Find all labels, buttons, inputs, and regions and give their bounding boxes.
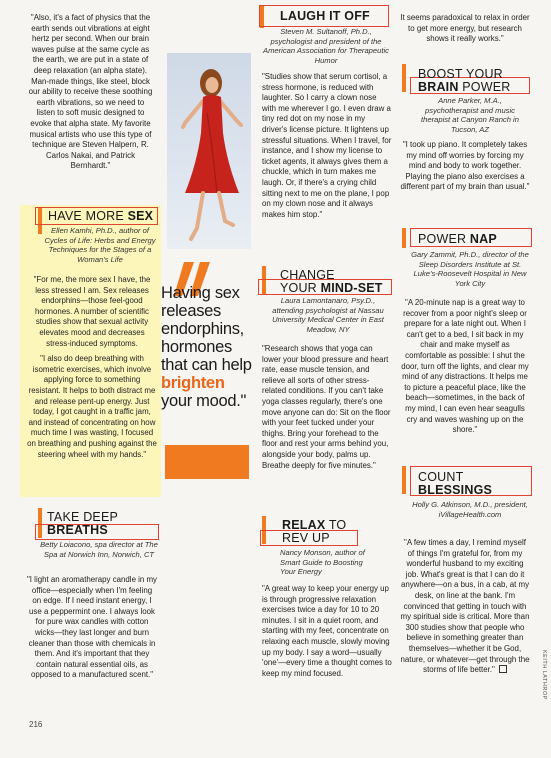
page-number: 216 bbox=[29, 720, 43, 729]
pull-quote: Having sex releases endorphins, hormones that can help brighten your mood." bbox=[161, 284, 252, 410]
section-laugh-it-off bbox=[260, 6, 390, 76]
section-power-nap bbox=[402, 228, 532, 298]
intro-paragraph: "Also, it's a fact of physics that the earth sends out vibrations at eight hertz per second. When our brain waves pulse at the same cycle as the earth, we are put in a state of deep relaxation (an alpha state). Man-made things, like steel, block our ability to receive these soothing earth vibrations, so we need to listen to soft music designed to evoke that alpha state. My favorite musical artists who use this type of technique are Steven Halpern, R. Carlos Nakai, and Patrick Bernhardt." bbox=[28, 13, 153, 171]
orange-block bbox=[165, 445, 249, 479]
section-change-mind-set bbox=[262, 266, 392, 336]
section-body: "For me, the more sex I have, the less stressed I am. Sex releases endorphins—those feel-good hormones. A number of scientific studies show that sexual activity elevates mood and decreases stress-induced symptoms. "I also do deep breathing with isometric exercises, which involve applying force to something resistant. It helps to both distract me and release pent-up energy. Just today, I got caught in a traffic jam, and instead of concentrating on how much time I was wasting, I focused on breathing and pushing against the steering wheel with my hands." bbox=[27, 275, 157, 459]
section-body: "Studies show that serum cortisol, a stress hormone, is reduced with laughter. So I carry a clown nose with me wherever I go. I even draw a tiny red dot on my nose in my driver's license picture. It lightens up stressful situations. When I travel, for instance, and I show my license to ticket agents, it always gives them a chuckle, which in turn makes me laugh. Or, if there's a crying child sitting next to me on the plane, I pop on my clown nose and it always makes him stop." bbox=[262, 72, 392, 219]
section-byline: Holly G. Atkinson, M.D., president, iVillageHealth.com bbox=[412, 500, 528, 519]
section-byline: Gary Zammit, Ph.D., director of the Sleep Disorders Institute at St. Luke's-Roosevelt Hospital in New York City bbox=[411, 250, 529, 288]
section-heading: HAVE MORE SEX bbox=[48, 209, 154, 223]
section-byline: Ellen Kamhi, Ph.D., author of Cycles of Life: Herbs and Energy Techniques for the Stages of a Woman's Life bbox=[44, 226, 156, 264]
section-take-deep-breaths bbox=[38, 508, 158, 578]
orange-bracket bbox=[402, 64, 406, 92]
section-body: "A great way to keep your energy up is through progressive relaxation exercises twice a day for 10 to 20 minutes. I sit in a quiet room, and starting with my feet, concentrate on relaxing each muscle, slowly moving up my body. I say a word—usually 'one'—every time a thought comes to keep my mind focused. bbox=[262, 584, 392, 678]
section-heading: RELAX TO REV UP bbox=[282, 518, 347, 545]
section-body: "I light an aromatherapy candle in my office—especially when I'm feeling on edge. If I need instant energy, I use a peppermint one. I always look for pure wax candles with cotton wicks—they last longer and burn cleaner than those with chemicals in them. And it's important that they contain natural essential oils, as opposed to a manufactured scent." bbox=[27, 575, 157, 680]
section-byline: Anne Parker, M.A., psychotherapist and music therapist at Canyon Ranch in Tucson, AZ bbox=[421, 96, 519, 134]
section-byline: Betty Loiacono, spa director at The Spa at Norwich Inn, Norwich, CT bbox=[40, 540, 158, 559]
orange-bracket bbox=[402, 228, 406, 248]
section-heading: CHANGE YOUR MIND-SET bbox=[280, 268, 383, 295]
section-relax-to-rev-up bbox=[262, 516, 392, 586]
orange-bracket bbox=[402, 466, 406, 494]
section-have-more-sex bbox=[38, 208, 158, 268]
section-boost-brain-power bbox=[402, 64, 532, 134]
section-heading: POWER NAP bbox=[418, 232, 497, 246]
section-body: "I took up piano. It completely takes my mind off worries by forcing my mind and body to work together. Playing the piano also exercises a different part of my brain than usual." bbox=[400, 140, 530, 192]
section-heading: LAUGH IT OFF bbox=[280, 9, 370, 23]
section-count-blessings bbox=[402, 466, 532, 536]
section-heading: TAKE DEEP BREATHS bbox=[47, 510, 119, 537]
section-byline: Laura Lamontanaro, Psy.D., attending psychologist at Nassau University Medical Center in East Meadow, NY bbox=[272, 296, 384, 334]
section-body: "A 20-minute nap is a great way to recover from a poor night's sleep or prepare for a late night out. When I can't get to a bed, I sit back in my chair and make myself as comfortable as possible: I shut the door, turn off the lights, and clear my mind of any distractions. It helps me to picture a peaceful place, like the beach—sometimes, in the back of my mind, I can even hear seagulls cry and waves washing up on the shore." bbox=[401, 298, 529, 435]
photo-credit: KEITH LATHROP bbox=[541, 650, 547, 700]
photo-woman-jumping bbox=[167, 53, 251, 249]
section-heading: BOOST YOUR BRAIN POWER bbox=[418, 67, 511, 94]
section-body: "Research shows that yoga can lower your blood pressure and heart rate, ease muscle tension, and relieve all sorts of other stress-related conditions. If you can't take yoga classes regularly, there's one move anyone can do: Sit on the floor with your feet tucked under your thighs. Bring your forehead to the floor and rest your arms behind you, alongside your body, palms up. Breathe deeply for five minutes." bbox=[262, 344, 391, 470]
section-byline: Steven M. Sultanoff, Ph.D., psychologist and president of the American Association for Therapeutic Humor bbox=[263, 27, 389, 65]
section-heading: COUNT BLESSINGS bbox=[418, 470, 493, 497]
section-body: "A few times a day, I remind myself of things I'm grateful for, from my wonderful husband to my exciting job. What's great is that I can do it anywhere—on a bus, in a cab, at my desk, on line at the bank. I'm convinced that getting in touch with my spiritual side is critical. More than 300 studies show that people who believe in something greater than themselves—whether it be God, nature, or whatever—get through the storms of life better." bbox=[400, 538, 530, 675]
section-byline: Nancy Monson, author of Smart Guide to Boosting Your Energy bbox=[280, 548, 365, 577]
section-body: It seems paradoxical to relax in order to get more energy, but research shows it really works." bbox=[400, 13, 530, 44]
end-mark-icon bbox=[499, 665, 507, 673]
